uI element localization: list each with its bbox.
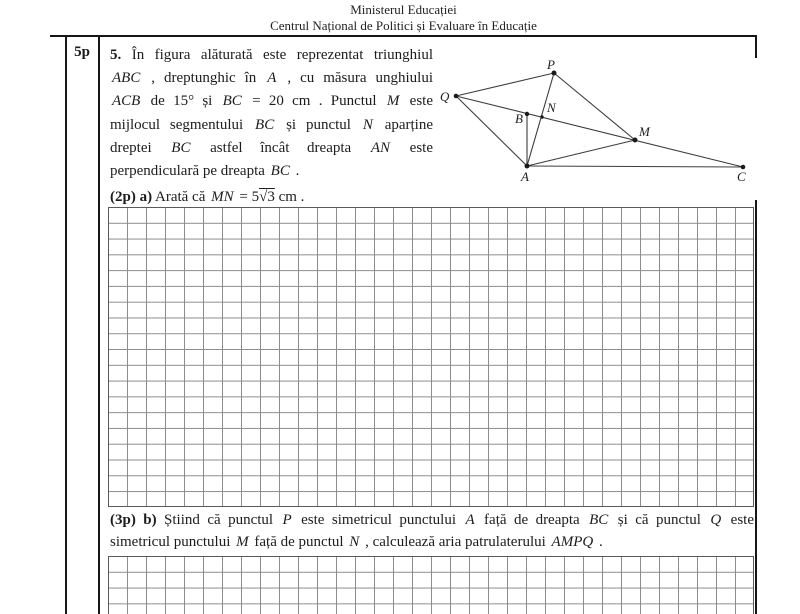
text-line [110,114,433,137]
text-run: simetricul punctului [110,533,235,550]
math-var: P [282,512,292,528]
text-run: față de dreapta [476,512,588,528]
text-run: . [291,163,300,180]
text-line [110,137,433,160]
text-run: este [392,139,433,156]
text-line [110,510,754,532]
math-var: ABC [112,70,141,87]
figure-point-a [525,164,530,169]
math-var: BC [255,116,275,133]
figure-label-q: Q [440,89,450,104]
text-run: și punctul [276,116,361,133]
part-a-statement [110,186,750,209]
text-run: cm . [274,189,305,205]
text-run: . [595,533,603,550]
text-run: aparține [374,116,433,133]
figure-segment-qc [456,96,743,167]
text-run: față de punctul [250,533,348,550]
table-divider [98,35,100,614]
figure-label-p: P [547,57,555,72]
figure-label-b: B [515,111,523,126]
figure-point-n [540,115,543,118]
text-run: dreptei [110,139,170,156]
math-var: BC [589,512,609,528]
text-line [110,67,433,90]
figure-label-m: M [639,124,650,139]
text-run: În figura alăturată este reprezentat triunghiul [121,47,433,63]
text-run: Arată că [152,189,210,205]
points-badge: 5p [74,44,90,60]
figure-segment-am [527,140,635,166]
figure-point-q [454,94,459,99]
figure-segment-qp [456,73,554,96]
math-var: BC [171,139,191,156]
figure-point-m [633,138,638,143]
text-run: , cu măsura unghiului [278,70,433,87]
math-sqrt: √ 3 [259,189,275,205]
text-run: = 5 [235,189,260,205]
math-var: A [465,512,475,528]
text-run: , dreptunghic în [142,70,266,87]
geometry-figure [430,50,790,185]
text-line [110,160,433,183]
figure-segment-qa [456,96,527,166]
text-line [110,532,754,554]
math-var: N [362,116,373,133]
text-run: este [401,93,433,110]
math-var: AN [370,139,391,156]
math-var: M [236,533,249,550]
figure-point-b [525,112,529,116]
text-line [110,90,433,113]
text-run: Știind că punctul [156,512,281,528]
part-b-statement [110,510,754,554]
text-run: = 20 cm . Punctul [243,93,385,110]
figure-segment-ac [527,166,743,167]
text-line [110,186,750,209]
text-run: 5. [110,47,122,63]
problem-statement [110,44,433,183]
text-run: (3p) b) [110,512,157,528]
math-var: Q [710,512,722,528]
text-run: (2p) a) [110,189,153,205]
header-underline [50,35,757,37]
math-var: N [349,533,360,550]
header-ministry: Ministerul Educației [350,2,457,17]
math-var: M [386,93,400,110]
figure-label-a: A [521,169,529,184]
text-run: este simetricul punctului [293,512,464,528]
table-border-right [755,200,757,614]
text-run: , calculează aria patrulaterului [361,533,550,550]
figure-label-n: N [547,100,556,115]
figure-label-c: C [737,169,746,184]
math-var: ACB [112,93,141,110]
text-run: și că punctul [610,512,709,528]
table-border-left [65,35,67,614]
math-var: BC [222,93,242,110]
math-var: A [267,70,277,87]
text-line [110,44,433,67]
text-run: de 15° și [142,93,221,110]
answer-grid-b [108,556,754,614]
header-center: Centrul Național de Politici și Evaluare în Educație [270,18,537,33]
text-run: astfel încât dreapta [192,139,369,156]
math-var: BC [270,163,290,180]
answer-grid-a [108,207,754,507]
text-run: perpendiculară pe dreapta [110,163,269,180]
text-run: mijlocul segmentului [110,116,254,133]
math-var: AMPQ [551,533,594,550]
math-var: MN [211,189,234,205]
text-run: este [723,512,754,528]
